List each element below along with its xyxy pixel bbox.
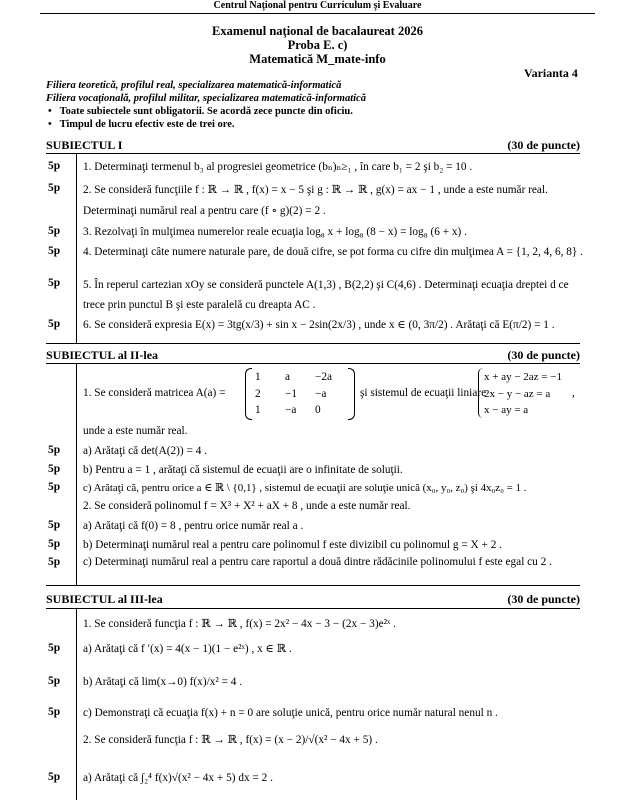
s1-q6-points: 5p	[48, 318, 61, 330]
system-rows	[484, 369, 562, 419]
subject-title: Matematică M_mate-info	[249, 52, 386, 66]
section-2-rule	[46, 363, 580, 364]
section-2-title: SUBIECTUL al II-lea	[46, 348, 159, 362]
s1-q2-text: 2. Se consideră funcţiile f : ℝ → ℝ , f(x) = x − 5 şi g : ℝ → ℝ , g(x) = ax − 1 , unde a este număr real. Determinaţi numărul real a pentru care (f ∘ g)(2) = 2 .	[83, 184, 548, 217]
s2-q1a-text: a) Arătaţi că det(A(2)) = 4 .	[83, 445, 207, 457]
note-line-1: Filiera teoretică, profilul real, specializarea matematică-informatică	[46, 80, 342, 91]
institution-header: Centrul Naţional pentru Curriculum şi Evaluare	[213, 0, 422, 11]
s2-q1-intro: 1. Se consideră matricea A(a) =	[83, 387, 226, 399]
s2-q1-tail: unde a este număr real.	[83, 425, 188, 437]
note-bullet-2-text: Timpul de lucru efectiv este de trei ore.	[59, 119, 235, 130]
matrix-a	[245, 368, 355, 420]
s2-q2b-text: b) Determinaţi numărul real a pentru care polinomul f este divizibil cu polinomul g = X + 2 .	[83, 539, 503, 551]
s3-q1b-points: 5p	[48, 675, 61, 687]
s1-q5-text: 5. În reperul cartezian xOy se consideră punctele A(1,3) , B(2,2) şi C(4,6) . Determinaţi ecuaţia dreptei d ce trece prin punctul B şi este paralelă cu dreapta AC .	[83, 279, 569, 311]
section-1-points: (30 de puncte)	[507, 138, 580, 152]
section-3-divider	[76, 608, 77, 800]
section-3-title: SUBIECTUL al III-lea	[46, 592, 163, 606]
matrix-cell: 2	[255, 387, 261, 400]
system-brace	[478, 368, 483, 418]
s2-q2b-points: 5p	[48, 538, 61, 550]
matrix-row	[255, 402, 345, 419]
matrix-cell: 1	[255, 404, 261, 416]
s2-q1a-points: 5p	[48, 444, 61, 456]
matrix-right-bracket	[348, 368, 355, 420]
exam-title: Examenul naţional de bacalaureat 2026	[212, 24, 423, 38]
matrix-cell: 0	[315, 404, 321, 416]
s1-q4-points: 5p	[48, 245, 61, 257]
variant-label: Varianta 4	[524, 66, 578, 80]
system-eq-2: 2x − y − az = a	[484, 387, 551, 400]
system-eq-1: x + ay − 2az = −1	[484, 371, 562, 383]
s3-q2-intro: 2. Se consideră funcţia f : ℝ → ℝ , f(x) = (x − 2)/√(x² − 4x + 5) .	[83, 734, 378, 746]
s1-q3-text: 3. Rezolvaţi în mulţimea numerelor reale ecuaţia log₈ x + log₈ (8 − x) = log₈ (6 + x) .	[83, 226, 467, 238]
section-3-rule	[46, 608, 580, 609]
s3-q1a-text: a) Arătaţi că f ′(x) = 4(x − 1)(1 − e²ˣ) , x ∈ ℝ .	[83, 643, 292, 655]
note-bullet-1-text: Toate subiectele sunt obligatorii. Se acordă zece puncte din oficiu.	[59, 106, 353, 117]
matrix-row	[255, 369, 345, 386]
s2-q1b-points: 5p	[48, 463, 61, 475]
header-rule	[40, 13, 595, 14]
section-3-points: (30 de puncte)	[507, 592, 580, 606]
note-bullet-2: • Timpul de lucru efectiv este de trei ore.	[48, 119, 235, 130]
s1-q2-points: 5p	[48, 182, 61, 194]
s1-q6-text: 6. Se consideră expresia E(x) = 3tg(x/3) + sin x − 2sin(2x/3) , unde x ∈ (0, 3π/2) . Arătaţi că E(π/2) = 1 .	[83, 319, 555, 331]
section-1-title: SUBIECTUL I	[46, 138, 123, 152]
matrix-left-bracket	[245, 368, 252, 420]
s3-q1a-points: 5p	[48, 642, 61, 654]
s3-q2a-points: 5p	[48, 771, 61, 783]
section-2-points: (30 de puncte)	[507, 348, 580, 362]
section-1-bottom-rule	[46, 343, 580, 344]
s3-q1-intro: 1. Se consideră funcţia f : ℝ → ℝ , f(x) = 2x² − 4x − 3 − (2x − 3)e²ˣ .	[83, 618, 396, 630]
section-1-divider	[76, 153, 77, 343]
s3-q2a-text: a) Arătaţi că ∫₂⁴ f(x)√(x² − 4x + 5) dx = 2 .	[83, 772, 273, 784]
matrix-cell: 1	[255, 371, 261, 383]
matrix-row	[255, 386, 345, 403]
matrix-cell: −a	[285, 404, 297, 416]
s2-q1c-text: c) Arătaţi că, pentru orice a ∈ ℝ \ {0,1} , sistemul de ecuaţii are soluţie unică (x₀, y₀, z₀) şi 4x₀z₀ = 1 .	[83, 482, 527, 494]
s2-q2a-points: 5p	[48, 519, 61, 531]
s2-q2-intro: 2. Se consideră polinomul f = X³ + X² + aX + 8 , unde a este număr real.	[83, 500, 411, 512]
section-1-rule	[46, 153, 580, 154]
s3-q1c-points: 5p	[48, 706, 61, 718]
section-2-divider	[76, 363, 77, 585]
s1-q3-points: 5p	[48, 225, 61, 237]
s1-q1-text: 1. Determinaţi termenul b₃ al progresiei geometrice (bₙ)ₙ≥₁ , în care b₁ = 2 şi b₂ = 10 .	[83, 161, 473, 173]
s2-q1c-points: 5p	[48, 481, 61, 493]
s2-q1-mid: şi sistemul de ecuaţii liniare	[360, 387, 487, 399]
s2-q2c-text: c) Determinaţi numărul real a pentru care raportul a două dintre rădăcinile polinomului f este egal cu 2 .	[83, 556, 552, 568]
section-2-heading	[46, 348, 580, 363]
section-1-heading	[46, 138, 580, 153]
system-end-comma: ,	[572, 387, 575, 399]
note-bullet-1: • Toate subiectele sunt obligatorii. Se acordă zece puncte din oficiu.	[48, 106, 353, 117]
note-line-2: Filiera vocaţională, profilul militar, specializarea matematică-informatică	[46, 93, 366, 104]
s1-q4-text: 4. Determinaţi câte numere naturale pare, de două cifre, se pot forma cu cifre din mulţimea A = {1, 2, 4, 6, 8} .	[83, 246, 583, 258]
matrix-cells	[255, 369, 345, 419]
s2-q2a-text: a) Arătaţi că f(0) = 8 , pentru orice număr real a .	[83, 520, 304, 532]
s3-q1b-text: b) Arătaţi că lim(x→0) f(x)/x² = 4 .	[83, 676, 243, 688]
matrix-cell: −a	[315, 387, 327, 400]
matrix-cell: −1	[285, 387, 298, 400]
s1-q1-points: 5p	[48, 160, 61, 172]
proba-label: Proba E. c)	[287, 38, 348, 52]
s1-q5-points: 5p	[48, 277, 61, 289]
section-2-bottom-rule	[46, 585, 580, 586]
matrix-cell: a	[285, 371, 291, 383]
s2-q2c-points: 5p	[48, 556, 61, 568]
s3-q1c-text: c) Demonstraţi că ecuaţia f(x) + n = 0 are soluţie unică, pentru orice număr natural nenul n .	[83, 707, 498, 719]
section-3-heading	[46, 592, 580, 607]
s2-q1b-text: b) Pentru a = 1 , arătaţi că sistemul de ecuaţii are o infinitate de soluţii.	[83, 464, 403, 476]
matrix-cell: −2a	[315, 371, 333, 383]
system-eq-3: x − ay = a	[484, 404, 529, 416]
